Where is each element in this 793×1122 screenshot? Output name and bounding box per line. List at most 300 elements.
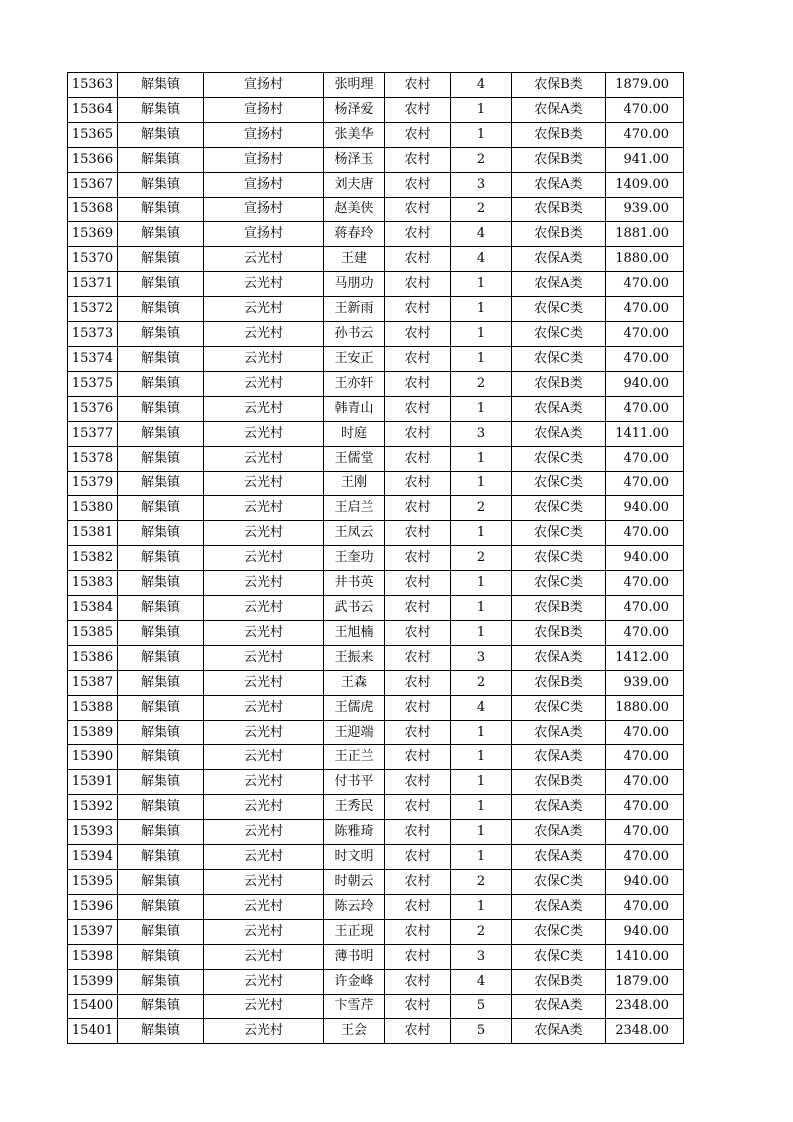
town-cell: 解集镇 [118, 73, 204, 98]
village-cell: 宣扬村 [204, 97, 324, 122]
insurance-class-cell: 农保B类 [512, 73, 606, 98]
household-type-cell: 农村 [385, 1019, 451, 1044]
amount-cell: 470.00 [606, 571, 684, 596]
insurance-class-cell: 农保B类 [512, 770, 606, 795]
row-id-cell: 15397 [68, 919, 118, 944]
member-count-cell: 1 [451, 894, 512, 919]
insurance-class-cell: 农保A类 [512, 396, 606, 421]
member-count-cell: 1 [451, 346, 512, 371]
village-cell: 云光村 [204, 521, 324, 546]
member-count-cell: 4 [451, 695, 512, 720]
insurance-class-cell: 农保B类 [512, 222, 606, 247]
member-count-cell: 2 [451, 496, 512, 521]
insurance-class-cell: 农保C类 [512, 546, 606, 571]
table-row [68, 645, 684, 670]
amount-cell: 939.00 [606, 197, 684, 222]
amount-cell: 940.00 [606, 870, 684, 895]
town-cell: 解集镇 [118, 820, 204, 845]
table-row [68, 247, 684, 272]
member-count-cell: 1 [451, 845, 512, 870]
table-row [68, 546, 684, 571]
insurance-class-cell: 农保C类 [512, 297, 606, 322]
household-type-cell: 农村 [385, 172, 451, 197]
table-row [68, 695, 684, 720]
village-cell: 云光村 [204, 969, 324, 994]
row-id-cell: 15390 [68, 745, 118, 770]
insurance-class-cell: 农保B类 [512, 620, 606, 645]
name-cell: 王刚 [324, 471, 385, 496]
amount-cell: 470.00 [606, 795, 684, 820]
row-id-cell: 15370 [68, 247, 118, 272]
row-id-cell: 15377 [68, 421, 118, 446]
village-cell: 宣扬村 [204, 197, 324, 222]
household-type-cell: 农村 [385, 222, 451, 247]
member-count-cell: 3 [451, 944, 512, 969]
name-cell: 王新雨 [324, 297, 385, 322]
name-cell: 薄书明 [324, 944, 385, 969]
household-type-cell: 农村 [385, 994, 451, 1019]
household-type-cell: 农村 [385, 197, 451, 222]
household-type-cell: 农村 [385, 695, 451, 720]
village-cell: 云光村 [204, 571, 324, 596]
table-row [68, 620, 684, 645]
insurance-class-cell: 农保A类 [512, 745, 606, 770]
amount-cell: 940.00 [606, 919, 684, 944]
insurance-class-cell: 农保C类 [512, 322, 606, 347]
village-cell: 云光村 [204, 1019, 324, 1044]
member-count-cell: 1 [451, 521, 512, 546]
town-cell: 解集镇 [118, 1019, 204, 1044]
name-cell: 孙书云 [324, 322, 385, 347]
town-cell: 解集镇 [118, 496, 204, 521]
village-cell: 云光村 [204, 770, 324, 795]
member-count-cell: 2 [451, 919, 512, 944]
household-type-cell: 农村 [385, 571, 451, 596]
table-row [68, 446, 684, 471]
table-row [68, 994, 684, 1019]
name-cell: 王凤云 [324, 521, 385, 546]
household-type-cell: 农村 [385, 73, 451, 98]
town-cell: 解集镇 [118, 620, 204, 645]
town-cell: 解集镇 [118, 421, 204, 446]
row-id-cell: 15368 [68, 197, 118, 222]
amount-cell: 1411.00 [606, 421, 684, 446]
name-cell: 王旭楠 [324, 620, 385, 645]
household-type-cell: 农村 [385, 770, 451, 795]
member-count-cell: 4 [451, 969, 512, 994]
village-cell: 云光村 [204, 272, 324, 297]
row-id-cell: 15369 [68, 222, 118, 247]
member-count-cell: 2 [451, 870, 512, 895]
village-cell: 云光村 [204, 371, 324, 396]
town-cell: 解集镇 [118, 521, 204, 546]
data-table [67, 72, 684, 1044]
household-type-cell: 农村 [385, 870, 451, 895]
row-id-cell: 15371 [68, 272, 118, 297]
amount-cell: 470.00 [606, 122, 684, 147]
amount-cell: 470.00 [606, 272, 684, 297]
member-count-cell: 4 [451, 222, 512, 247]
name-cell: 王正现 [324, 919, 385, 944]
household-type-cell: 农村 [385, 894, 451, 919]
amount-cell: 1412.00 [606, 645, 684, 670]
amount-cell: 470.00 [606, 596, 684, 621]
name-cell: 杨泽玉 [324, 147, 385, 172]
table-row [68, 172, 684, 197]
table-row [68, 471, 684, 496]
village-cell: 宣扬村 [204, 147, 324, 172]
name-cell: 王儒堂 [324, 446, 385, 471]
table-row [68, 396, 684, 421]
household-type-cell: 农村 [385, 471, 451, 496]
table-row [68, 521, 684, 546]
table-row [68, 820, 684, 845]
village-cell: 云光村 [204, 670, 324, 695]
row-id-cell: 15374 [68, 346, 118, 371]
table-row [68, 670, 684, 695]
insurance-class-cell: 农保A类 [512, 795, 606, 820]
insurance-class-cell: 农保C类 [512, 496, 606, 521]
town-cell: 解集镇 [118, 944, 204, 969]
village-cell: 云光村 [204, 695, 324, 720]
insurance-class-cell: 农保A类 [512, 1019, 606, 1044]
name-cell: 时朝云 [324, 870, 385, 895]
town-cell: 解集镇 [118, 645, 204, 670]
table-body [68, 73, 684, 1044]
row-id-cell: 15375 [68, 371, 118, 396]
town-cell: 解集镇 [118, 745, 204, 770]
member-count-cell: 1 [451, 720, 512, 745]
name-cell: 王秀民 [324, 795, 385, 820]
town-cell: 解集镇 [118, 346, 204, 371]
town-cell: 解集镇 [118, 272, 204, 297]
household-type-cell: 农村 [385, 496, 451, 521]
town-cell: 解集镇 [118, 795, 204, 820]
table-row [68, 297, 684, 322]
name-cell: 王会 [324, 1019, 385, 1044]
insurance-class-cell: 农保B类 [512, 371, 606, 396]
amount-cell: 470.00 [606, 322, 684, 347]
row-id-cell: 15399 [68, 969, 118, 994]
table-row [68, 720, 684, 745]
amount-cell: 470.00 [606, 620, 684, 645]
town-cell: 解集镇 [118, 147, 204, 172]
insurance-class-cell: 农保C类 [512, 446, 606, 471]
household-type-cell: 农村 [385, 720, 451, 745]
name-cell: 韩青山 [324, 396, 385, 421]
village-cell: 云光村 [204, 471, 324, 496]
household-type-cell: 农村 [385, 297, 451, 322]
table-row [68, 122, 684, 147]
village-cell: 云光村 [204, 795, 324, 820]
town-cell: 解集镇 [118, 845, 204, 870]
household-type-cell: 农村 [385, 122, 451, 147]
row-id-cell: 15381 [68, 521, 118, 546]
member-count-cell: 1 [451, 596, 512, 621]
member-count-cell: 1 [451, 745, 512, 770]
village-cell: 云光村 [204, 820, 324, 845]
village-cell: 宣扬村 [204, 172, 324, 197]
amount-cell: 1879.00 [606, 969, 684, 994]
village-cell: 云光村 [204, 446, 324, 471]
insurance-class-cell: 农保B类 [512, 147, 606, 172]
row-id-cell: 15385 [68, 620, 118, 645]
table-row [68, 421, 684, 446]
amount-cell: 1410.00 [606, 944, 684, 969]
amount-cell: 470.00 [606, 396, 684, 421]
amount-cell: 2348.00 [606, 994, 684, 1019]
insurance-class-cell: 农保B类 [512, 596, 606, 621]
village-cell: 云光村 [204, 994, 324, 1019]
amount-cell: 470.00 [606, 521, 684, 546]
village-cell: 云光村 [204, 720, 324, 745]
town-cell: 解集镇 [118, 396, 204, 421]
table-row [68, 894, 684, 919]
amount-cell: 940.00 [606, 546, 684, 571]
household-type-cell: 农村 [385, 546, 451, 571]
member-count-cell: 4 [451, 73, 512, 98]
row-id-cell: 15388 [68, 695, 118, 720]
household-type-cell: 农村 [385, 396, 451, 421]
table-row [68, 147, 684, 172]
name-cell: 武书云 [324, 596, 385, 621]
insurance-class-cell: 农保B类 [512, 969, 606, 994]
table-row [68, 73, 684, 98]
village-cell: 云光村 [204, 919, 324, 944]
household-type-cell: 农村 [385, 944, 451, 969]
name-cell: 王亦轩 [324, 371, 385, 396]
table-row [68, 197, 684, 222]
insurance-class-cell: 农保C类 [512, 471, 606, 496]
amount-cell: 940.00 [606, 496, 684, 521]
row-id-cell: 15367 [68, 172, 118, 197]
amount-cell: 470.00 [606, 770, 684, 795]
household-type-cell: 农村 [385, 845, 451, 870]
amount-cell: 1879.00 [606, 73, 684, 98]
insurance-class-cell: 农保A类 [512, 994, 606, 1019]
amount-cell: 470.00 [606, 894, 684, 919]
member-count-cell: 1 [451, 820, 512, 845]
row-id-cell: 15382 [68, 546, 118, 571]
household-type-cell: 农村 [385, 322, 451, 347]
row-id-cell: 15394 [68, 845, 118, 870]
town-cell: 解集镇 [118, 247, 204, 272]
member-count-cell: 3 [451, 645, 512, 670]
table-row [68, 222, 684, 247]
row-id-cell: 15396 [68, 894, 118, 919]
row-id-cell: 15383 [68, 571, 118, 596]
town-cell: 解集镇 [118, 546, 204, 571]
name-cell: 王建 [324, 247, 385, 272]
name-cell: 杨泽爱 [324, 97, 385, 122]
row-id-cell: 15365 [68, 122, 118, 147]
insurance-class-cell: 农保B类 [512, 197, 606, 222]
household-type-cell: 农村 [385, 620, 451, 645]
household-type-cell: 农村 [385, 371, 451, 396]
row-id-cell: 15401 [68, 1019, 118, 1044]
insurance-class-cell: 农保C类 [512, 521, 606, 546]
table-row [68, 870, 684, 895]
village-cell: 云光村 [204, 247, 324, 272]
name-cell: 王奎功 [324, 546, 385, 571]
table-row [68, 845, 684, 870]
insurance-class-cell: 农保A类 [512, 97, 606, 122]
town-cell: 解集镇 [118, 695, 204, 720]
row-id-cell: 15373 [68, 322, 118, 347]
village-cell: 云光村 [204, 421, 324, 446]
insurance-class-cell: 农保C类 [512, 571, 606, 596]
member-count-cell: 5 [451, 994, 512, 1019]
insurance-class-cell: 农保A类 [512, 845, 606, 870]
town-cell: 解集镇 [118, 297, 204, 322]
table-row [68, 346, 684, 371]
household-type-cell: 农村 [385, 272, 451, 297]
amount-cell: 470.00 [606, 471, 684, 496]
name-cell: 卞雪芹 [324, 994, 385, 1019]
amount-cell: 1880.00 [606, 247, 684, 272]
table-row [68, 571, 684, 596]
table-row [68, 969, 684, 994]
insurance-class-cell: 农保B类 [512, 122, 606, 147]
name-cell: 时庭 [324, 421, 385, 446]
town-cell: 解集镇 [118, 770, 204, 795]
row-id-cell: 15379 [68, 471, 118, 496]
insurance-class-cell: 农保C类 [512, 695, 606, 720]
amount-cell: 1409.00 [606, 172, 684, 197]
amount-cell: 470.00 [606, 297, 684, 322]
household-type-cell: 农村 [385, 795, 451, 820]
row-id-cell: 15384 [68, 596, 118, 621]
insurance-class-cell: 农保C类 [512, 346, 606, 371]
town-cell: 解集镇 [118, 471, 204, 496]
household-type-cell: 农村 [385, 745, 451, 770]
household-type-cell: 农村 [385, 421, 451, 446]
village-cell: 云光村 [204, 894, 324, 919]
member-count-cell: 1 [451, 795, 512, 820]
member-count-cell: 1 [451, 272, 512, 297]
name-cell: 张美华 [324, 122, 385, 147]
member-count-cell: 2 [451, 670, 512, 695]
amount-cell: 470.00 [606, 446, 684, 471]
member-count-cell: 1 [451, 97, 512, 122]
amount-cell: 1881.00 [606, 222, 684, 247]
amount-cell: 470.00 [606, 745, 684, 770]
village-cell: 宣扬村 [204, 122, 324, 147]
household-type-cell: 农村 [385, 919, 451, 944]
name-cell: 王迎端 [324, 720, 385, 745]
town-cell: 解集镇 [118, 172, 204, 197]
name-cell: 王启兰 [324, 496, 385, 521]
insurance-class-cell: 农保A类 [512, 421, 606, 446]
household-type-cell: 农村 [385, 247, 451, 272]
village-cell: 云光村 [204, 496, 324, 521]
row-id-cell: 15380 [68, 496, 118, 521]
name-cell: 王安正 [324, 346, 385, 371]
amount-cell: 470.00 [606, 720, 684, 745]
table-row [68, 745, 684, 770]
household-type-cell: 农村 [385, 670, 451, 695]
table-row [68, 795, 684, 820]
town-cell: 解集镇 [118, 994, 204, 1019]
name-cell: 王森 [324, 670, 385, 695]
amount-cell: 939.00 [606, 670, 684, 695]
row-id-cell: 15378 [68, 446, 118, 471]
household-type-cell: 农村 [385, 820, 451, 845]
amount-cell: 940.00 [606, 371, 684, 396]
village-cell: 云光村 [204, 944, 324, 969]
insurance-class-cell: 农保B类 [512, 670, 606, 695]
name-cell: 井书英 [324, 571, 385, 596]
name-cell: 付书平 [324, 770, 385, 795]
village-cell: 云光村 [204, 745, 324, 770]
village-cell: 云光村 [204, 645, 324, 670]
name-cell: 蒋春玲 [324, 222, 385, 247]
town-cell: 解集镇 [118, 670, 204, 695]
village-cell: 云光村 [204, 322, 324, 347]
row-id-cell: 15398 [68, 944, 118, 969]
household-type-cell: 农村 [385, 97, 451, 122]
insurance-class-cell: 农保C类 [512, 944, 606, 969]
insurance-class-cell: 农保C类 [512, 919, 606, 944]
row-id-cell: 15392 [68, 795, 118, 820]
name-cell: 王正兰 [324, 745, 385, 770]
row-id-cell: 15393 [68, 820, 118, 845]
name-cell: 王儒虎 [324, 695, 385, 720]
household-type-cell: 农村 [385, 969, 451, 994]
insurance-class-cell: 农保C类 [512, 870, 606, 895]
row-id-cell: 15387 [68, 670, 118, 695]
table-row [68, 97, 684, 122]
table-row [68, 919, 684, 944]
town-cell: 解集镇 [118, 197, 204, 222]
town-cell: 解集镇 [118, 97, 204, 122]
name-cell: 王振来 [324, 645, 385, 670]
member-count-cell: 1 [451, 396, 512, 421]
town-cell: 解集镇 [118, 720, 204, 745]
insurance-class-cell: 农保A类 [512, 645, 606, 670]
name-cell: 赵美侠 [324, 197, 385, 222]
amount-cell: 470.00 [606, 820, 684, 845]
row-id-cell: 15389 [68, 720, 118, 745]
household-type-cell: 农村 [385, 346, 451, 371]
insurance-class-cell: 农保A类 [512, 272, 606, 297]
member-count-cell: 2 [451, 197, 512, 222]
village-cell: 云光村 [204, 297, 324, 322]
member-count-cell: 1 [451, 322, 512, 347]
row-id-cell: 15400 [68, 994, 118, 1019]
town-cell: 解集镇 [118, 371, 204, 396]
village-cell: 云光村 [204, 546, 324, 571]
member-count-cell: 1 [451, 297, 512, 322]
row-id-cell: 15363 [68, 73, 118, 98]
member-count-cell: 4 [451, 247, 512, 272]
town-cell: 解集镇 [118, 446, 204, 471]
village-cell: 宣扬村 [204, 73, 324, 98]
name-cell: 刘夫唐 [324, 172, 385, 197]
member-count-cell: 1 [451, 620, 512, 645]
village-cell: 云光村 [204, 346, 324, 371]
table-row [68, 596, 684, 621]
member-count-cell: 3 [451, 172, 512, 197]
insurance-class-cell: 农保A类 [512, 172, 606, 197]
row-id-cell: 15366 [68, 147, 118, 172]
name-cell: 陈雅琦 [324, 820, 385, 845]
member-count-cell: 5 [451, 1019, 512, 1044]
village-cell: 云光村 [204, 596, 324, 621]
town-cell: 解集镇 [118, 894, 204, 919]
table-row [68, 322, 684, 347]
table-row [68, 770, 684, 795]
